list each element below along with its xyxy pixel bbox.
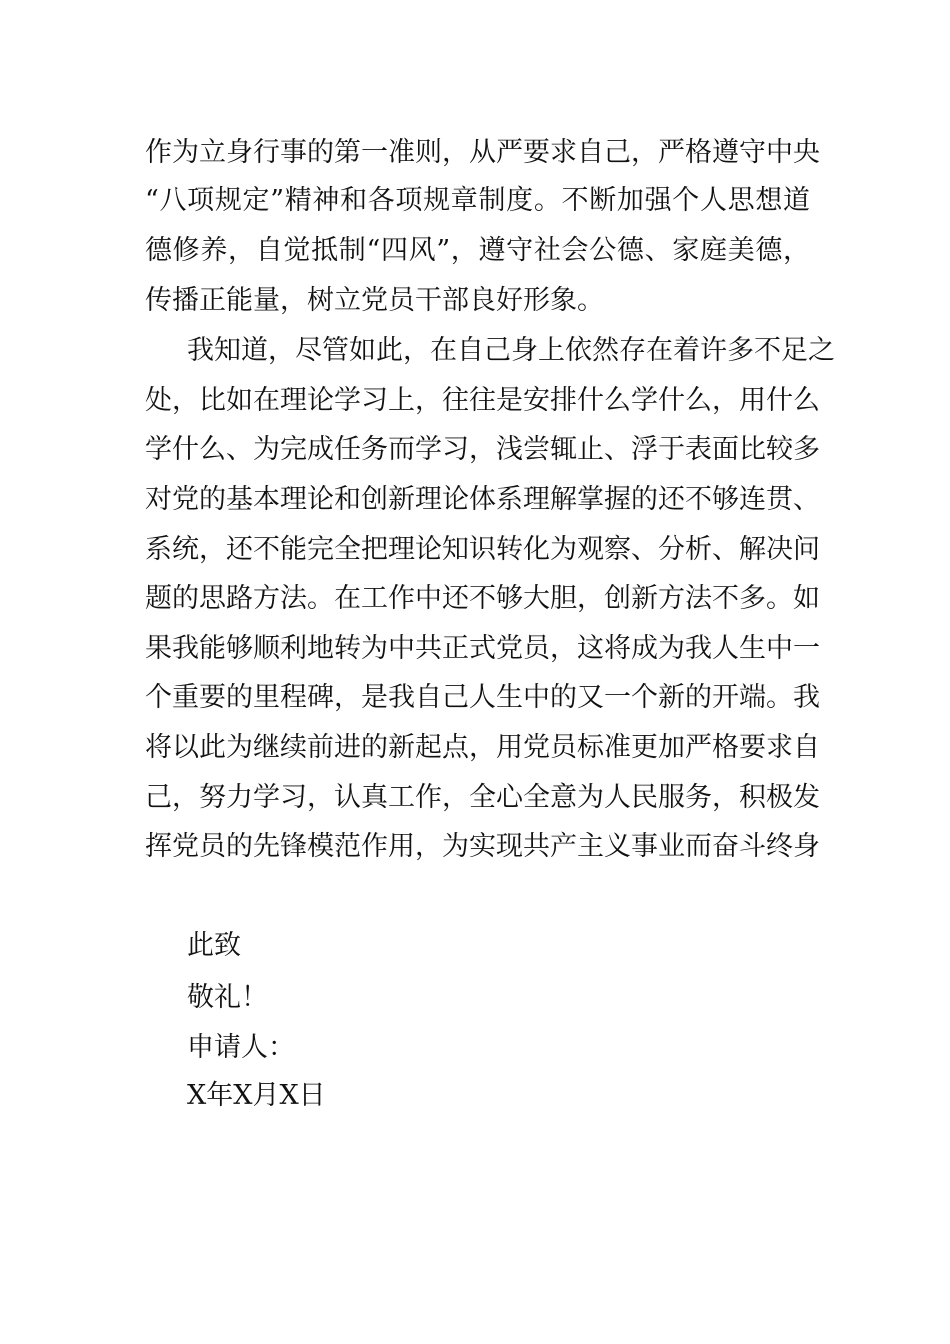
applicant-label: 申请人：: [187, 1032, 295, 1063]
paragraph-1-line-4: 传播正能量，树立党员干部良好形象。: [145, 285, 604, 316]
paragraph-2-line-11: 挥党员的先锋模范作用，为实现共产主义事业而奋斗终身: [145, 831, 820, 862]
paragraph-1-line-1: 作为立身行事的第一准则，从严要求自己，严格遵守中央: [145, 137, 820, 168]
paragraph-2-line-8: 个重要的里程碑，是我自己人生中的又一个新的开端。我: [145, 682, 820, 713]
paragraph-2-line-1: 我知道，尽管如此，在自己身上依然存在着许多不足之: [187, 335, 835, 366]
paragraph-2-line-6: 题的思路方法。在工作中还不够大胆，创新方法不多。如: [145, 583, 820, 614]
paragraph-2-line-5: 系统，还不能完全把理论知识转化为观察、分析、解决问: [145, 534, 820, 565]
paragraph-1-line-2: “八项规定”精神和各项规章制度。不断加强个人思想道: [145, 185, 810, 216]
paragraph-2-line-3: 学什么、为完成任务而学习，浅尝辄止、浮于表面比较多: [145, 434, 820, 465]
paragraph-1-line-3: 德修养，自觉抵制“四风”，遵守社会公德、家庭美德，: [145, 235, 810, 266]
paragraph-2-line-9: 将以此为继续前进的新起点，用党员标准更加严格要求自: [145, 732, 820, 763]
paragraph-2-line-4: 对党的基本理论和创新理论体系理解掌握的还不够连贯、: [145, 484, 820, 515]
closing-salutation: 此致: [187, 930, 241, 961]
paragraph-2-line-10: 己，努力学习，认真工作，全心全意为人民服务，积极发: [145, 782, 820, 813]
paragraph-2-line-2: 处，比如在理论学习上，往往是安排什么学什么，用什么: [145, 385, 820, 416]
paragraph-2-line-7: 果我能够顺利地转为中共正式党员，这将成为我人生中一: [145, 633, 820, 664]
date-line: X年X月X日: [187, 1080, 326, 1111]
closing-regards: 敬礼！: [187, 982, 268, 1013]
